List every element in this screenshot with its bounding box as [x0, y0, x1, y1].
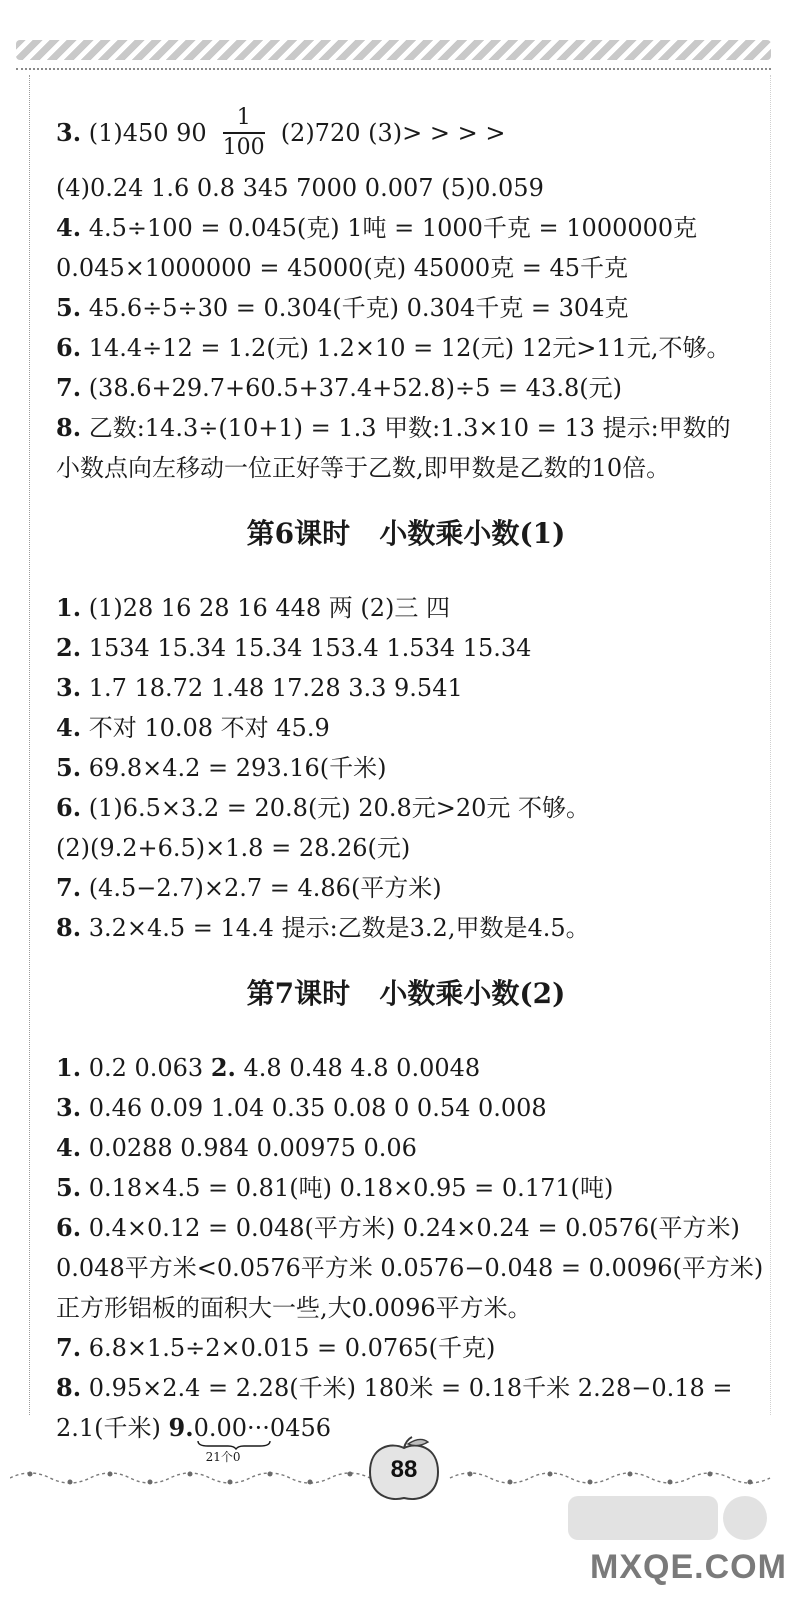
answer-text: 69.8×4.2 = 293.16(千米): [81, 754, 387, 782]
item-number: 7.: [56, 373, 82, 402]
answer-text: 6.8×1.5÷2×0.015 = 0.0765(千克): [81, 1334, 496, 1362]
item-number: 5.: [56, 753, 82, 782]
answer-line: [56, 1248, 764, 1288]
answer-text: 0.048平方米<0.0576平方米 0.0576−0.048 = 0.0096(平方米): [56, 1254, 764, 1282]
answer-text: (1)28 16 28 16 448 两 (2)三 四: [81, 594, 451, 622]
answer-line: [56, 788, 756, 828]
item-number: 4.: [56, 713, 82, 742]
answer-line: [56, 288, 756, 328]
answer-line: [56, 668, 756, 708]
item-number: 1.: [56, 1053, 82, 1082]
item-number: 2.: [210, 1053, 236, 1082]
item-number: 5.: [56, 1173, 82, 1202]
answer-text: 3.2×4.5 = 14.4 提示:乙数是3.2,甲数是4.5。: [81, 914, 590, 942]
answer-line: [56, 248, 756, 288]
fraction: [223, 104, 265, 162]
brace-label: 21个0: [205, 1450, 241, 1464]
answer-line: [56, 708, 756, 748]
item-number: 6.: [56, 333, 82, 362]
watermark-text: MXQE.COM: [590, 1548, 787, 1586]
answer-line: [56, 1328, 756, 1368]
top-decorative-band: [16, 40, 771, 60]
item-number: 1.: [56, 593, 82, 622]
answer-line: [56, 208, 756, 248]
answer-line: [56, 1048, 756, 1088]
item-number: 4.: [56, 213, 82, 242]
underbrace-icon: [194, 1440, 274, 1450]
answer-line: [56, 1088, 756, 1128]
answer-text: (2)(9.2+6.5)×1.8 = 28.26(元): [56, 834, 411, 862]
answer-text: 0.00···0456: [193, 1414, 331, 1442]
item-number: 6.: [56, 1213, 82, 1242]
item-number: 8.: [56, 1373, 82, 1402]
answer-text: 2.1(千米): [56, 1414, 169, 1442]
answer-line: [56, 828, 756, 868]
answer-text: 小数点向左移动一位正好等于乙数,即甲数是乙数的10倍。: [56, 454, 671, 482]
fraction-numerator: 1: [236, 105, 251, 130]
item-number: 4.: [56, 1133, 82, 1162]
lesson-6-title: 第6课时 小数乘小数(1): [246, 517, 566, 550]
answer-text: 0.4×0.12 = 0.048(平方米) 0.24×0.24 = 0.0576(平方米): [81, 1214, 740, 1242]
answer-line-a3: [56, 98, 756, 168]
answer-text: 0.95×2.4 = 2.28(千米) 180米 = 0.18千米 2.28−0.18 =: [81, 1374, 733, 1402]
answer-line: [56, 408, 756, 448]
answer-text: (4)0.24 1.6 0.8 345 7000 0.007 (5)0.059: [56, 174, 544, 202]
answer-line: [56, 1128, 756, 1168]
answer-line: [56, 448, 756, 488]
page-number: 88: [390, 1456, 418, 1483]
item-number: 3.: [56, 118, 82, 147]
right-margin-rule: [770, 75, 771, 1415]
answer-text: (38.6+29.7+60.5+37.4+52.8)÷5 = 43.8(元): [81, 374, 622, 402]
answer-text: (4.5−2.7)×2.7 = 4.86(平方米): [81, 874, 442, 902]
item-number: 6.: [56, 793, 82, 822]
item-number: 8.: [56, 913, 82, 942]
item-number: 8.: [56, 413, 82, 442]
left-margin-rule: [29, 75, 30, 1415]
answer-text: 0.0288 0.984 0.00975 0.06: [81, 1134, 417, 1162]
answer-text: 4.8 0.48 4.8 0.0048: [235, 1054, 481, 1082]
answer-text: 0.18×4.5 = 0.81(吨) 0.18×0.95 = 0.171(吨): [81, 1174, 614, 1202]
answer-line: [56, 168, 756, 208]
answer-content: [56, 98, 764, 1464]
answer-text: (1)450 90: [88, 119, 207, 147]
answer-line: [56, 588, 756, 628]
answer-line: [56, 1288, 756, 1328]
answer-text: 不对 10.08 不对 45.9: [81, 714, 330, 742]
answer-line: [56, 868, 756, 908]
item-number: 5.: [56, 293, 82, 322]
answer-line: [56, 908, 756, 948]
answer-line: [56, 1168, 756, 1208]
answer-text: 1.7 18.72 1.48 17.28 3.3 9.541: [81, 674, 463, 702]
item-number: 3.: [56, 673, 82, 702]
answer-text: 正方形铝板的面积大一些,大0.0096平方米。: [56, 1294, 532, 1322]
item-number: 3.: [56, 1093, 82, 1122]
answer-text: 0.045×1000000 = 45000(克) 45000克 = 45千克: [56, 254, 629, 282]
lesson-7-title: 第7课时 小数乘小数(2): [246, 977, 566, 1010]
answer-text: (2)720 (3)> > > >: [280, 119, 506, 147]
answer-line: [56, 368, 756, 408]
answer-line: [56, 628, 756, 668]
answer-text: 0.46 0.09 1.04 0.35 0.08 0 0.54 0.008: [81, 1094, 547, 1122]
answer-text: (1)6.5×3.2 = 20.8(元) 20.8元>20元 不够。: [81, 794, 591, 822]
answer-text: 4.5÷100 = 0.045(克) 1吨 = 1000千克 = 1000000克: [81, 214, 698, 242]
item-number: 7.: [56, 1333, 82, 1362]
answer-line: [56, 1368, 756, 1408]
item-number: 9.: [168, 1413, 194, 1442]
braced-number: [194, 1408, 331, 1464]
item-number: 7.: [56, 873, 82, 902]
answer-line: [56, 328, 756, 368]
answer-line: [56, 1208, 756, 1248]
item-number: 2.: [56, 633, 82, 662]
answer-text: 0.2 0.063: [81, 1054, 211, 1082]
answer-text: 14.4÷12 = 1.2(元) 1.2×10 = 12(元) 12元>11元,不够。: [81, 334, 731, 362]
answer-text: 乙数:14.3÷(10+1) = 1.3 甲数:1.3×10 = 13 提示:甲数的: [81, 414, 731, 442]
fraction-denominator: 100: [222, 135, 265, 160]
answer-line: [56, 748, 756, 788]
top-dotted-rule: [16, 68, 771, 70]
answer-text: 1534 15.34 15.34 153.4 1.534 15.34: [81, 634, 532, 662]
answer-text: 45.6÷5÷30 = 0.304(千克) 0.304千克 = 304克: [81, 294, 629, 322]
